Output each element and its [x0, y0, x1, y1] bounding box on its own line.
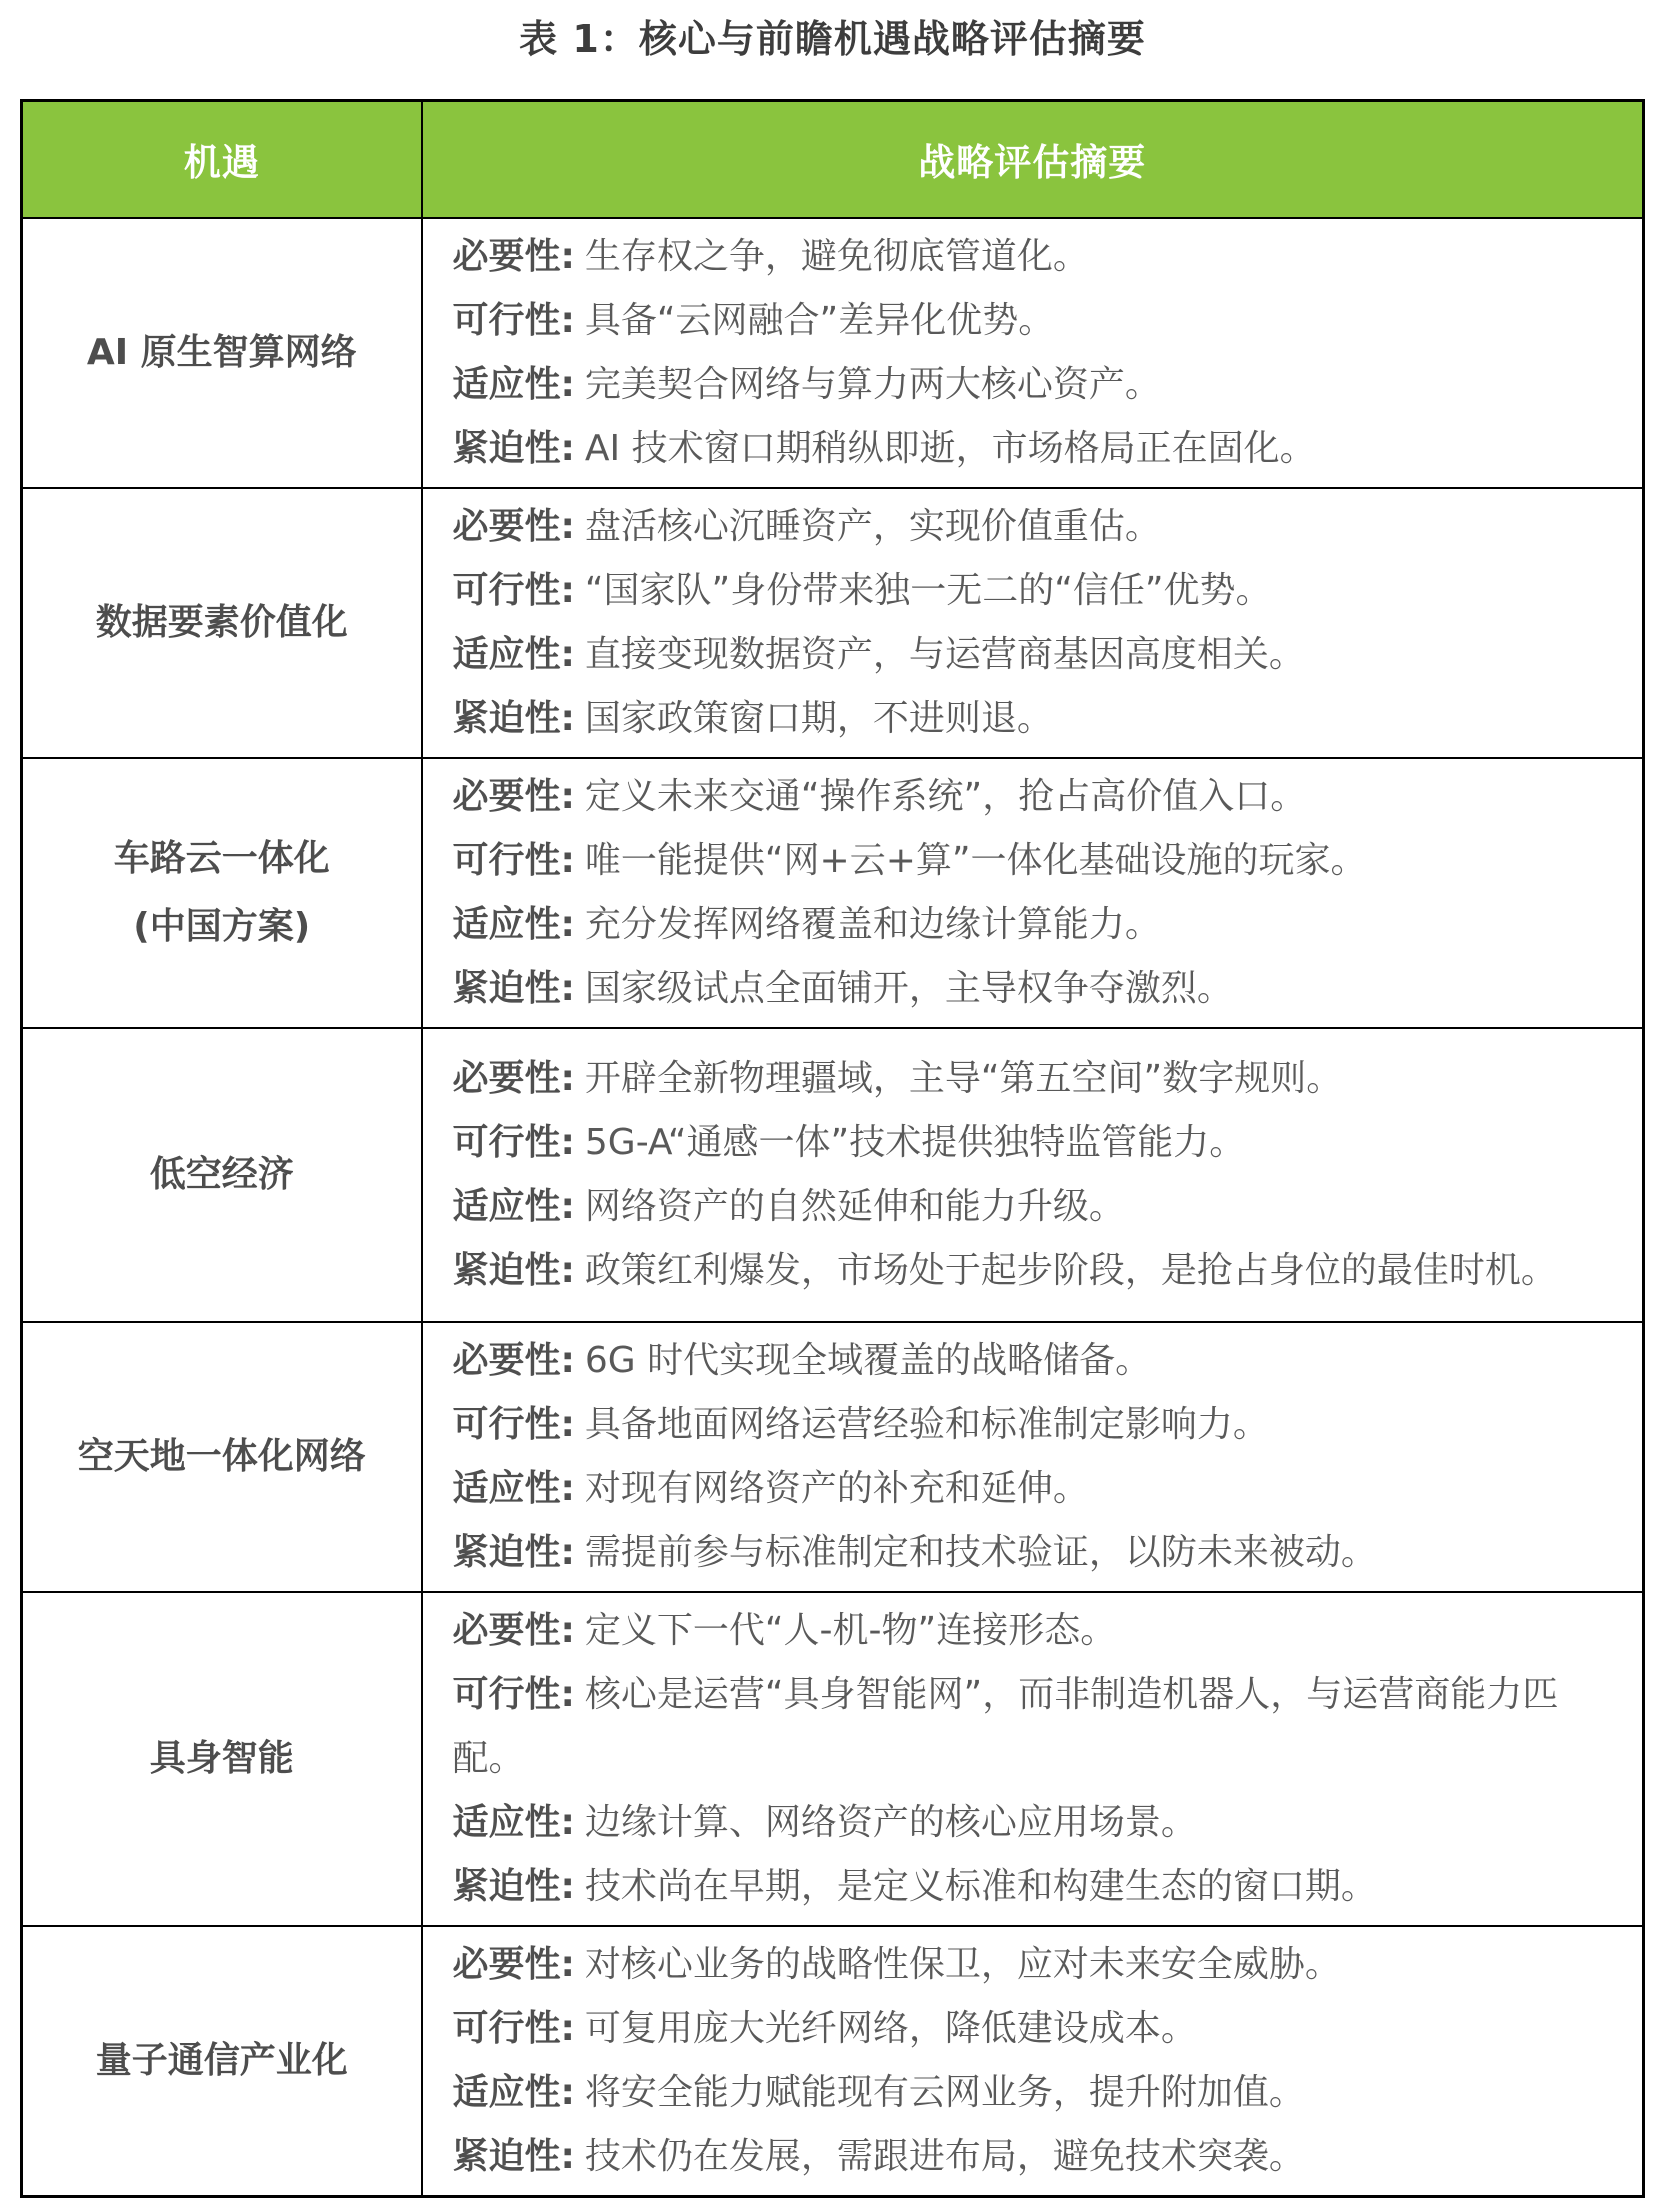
assessment-label: 必要性: [452, 505, 575, 547]
table-row [22, 1028, 1644, 1322]
assessment-label: 可行性: [452, 569, 575, 611]
assessment-label: 可行性: [452, 1121, 575, 1163]
assessment-label: 紧迫性: [452, 967, 575, 1009]
assessment-line [453, 1521, 1623, 1585]
assessment-line [453, 1855, 1623, 1919]
assessment-label: 适应性: [452, 1801, 575, 1843]
table-row [22, 758, 1644, 1028]
assessment-text: 国家政策窗口期，不进则退。 [584, 697, 1053, 739]
header-opportunity: 机遇 [22, 101, 422, 218]
assessment-text: 边缘计算、网络资产的核心应用场景。 [584, 1801, 1197, 1843]
assessment-line [453, 957, 1623, 1021]
assessment-cell [422, 218, 1644, 488]
assessment-text: 网络资产的自然延伸和能力升级。 [584, 1185, 1125, 1227]
assessment-label: 适应性: [452, 633, 575, 675]
assessment-text: 盘活核心沉睡资产，实现价值重估。 [584, 505, 1161, 547]
assessment-line [453, 1239, 1623, 1303]
opportunity-cell [22, 1926, 422, 2197]
assessment-line [453, 353, 1623, 417]
assessment-label: 必要性: [452, 1057, 575, 1099]
assessment-label: 必要性: [452, 1339, 575, 1381]
assessment-line [453, 1663, 1623, 1791]
assessment-text: 直接变现数据资产，与运营商基因高度相关。 [584, 633, 1305, 675]
assessment-cell [422, 1322, 1644, 1592]
assessment-text: 将安全能力赋能现有云网业务，提升附加值。 [584, 2071, 1305, 2113]
assessment-text: 技术仍在发展，需跟进布局，避免技术突袭。 [584, 2135, 1305, 2177]
assessment-text: 核心是运营“具身智能网”，而非制造机器人，与运营商能力匹配。 [452, 1673, 1559, 1779]
assessment-text: 6G 时代实现全域覆盖的战略储备。 [584, 1339, 1152, 1381]
assessment-label: 适应性: [452, 1467, 575, 1509]
assessment-text: 对核心业务的战略性保卫，应对未来安全威胁。 [584, 1943, 1341, 1985]
assessment-label: 紧迫性: [452, 1865, 575, 1907]
assessment-label: 紧迫性: [452, 1249, 575, 1291]
assessment-text: 具备“云网融合”差异化优势。 [584, 299, 1055, 341]
assessment-label: 可行性: [452, 1403, 575, 1445]
assessment-cell [422, 1592, 1644, 1926]
opportunity-name: AI 原生智算网络 [86, 331, 357, 373]
header-row [22, 101, 1644, 218]
assessment-line [453, 1933, 1623, 1997]
table-header [22, 101, 1644, 218]
assessment-text: 对现有网络资产的补充和延伸。 [584, 1467, 1089, 1509]
assessment-text: 5G-A“通感一体”技术提供独特监管能力。 [584, 1121, 1246, 1163]
opportunity-name: 空天地一体化网络 [77, 1435, 366, 1477]
assessment-line [453, 559, 1623, 623]
assessment-label: 适应性: [452, 903, 575, 945]
assessment-line [453, 289, 1623, 353]
assessment-label: 必要性: [452, 235, 575, 277]
assessment-text: 开辟全新物理疆域，主导“第五空间”数字规则。 [584, 1057, 1343, 1099]
assessment-cell [422, 488, 1644, 758]
assessment-line [453, 893, 1623, 957]
opportunity-cell [22, 1322, 422, 1592]
assessment-text: 唯一能提供“网+云+算”一体化基础设施的玩家。 [584, 839, 1367, 881]
assessment-line [453, 829, 1623, 893]
header-assessment: 战略评估摘要 [422, 101, 1644, 218]
assessment-text: 可复用庞大光纤网络，降低建设成本。 [584, 2007, 1197, 2049]
assessment-text: 国家级试点全面铺开，主导权争夺激烈。 [584, 967, 1233, 1009]
assessment-line [453, 687, 1623, 751]
opportunity-cell [22, 758, 422, 1028]
assessment-text: 生存权之争，避免彻底管道化。 [584, 235, 1089, 277]
assessment-line [453, 1175, 1623, 1239]
opportunity-name: 数据要素价值化 [95, 601, 348, 643]
assessment-text: 需提前参与标准制定和技术验证，以防未来被动。 [584, 1531, 1377, 1573]
assessment-label: 可行性: [452, 839, 575, 881]
opportunity-name: 低空经济 [149, 1153, 294, 1195]
table-row [22, 218, 1644, 488]
table-row [22, 488, 1644, 758]
assessment-line [453, 1393, 1623, 1457]
opportunity-cell [22, 488, 422, 758]
opportunity-name: 量子通信产业化 [95, 2039, 348, 2081]
assessment-text: 政策红利爆发，市场处于起步阶段，是抢占身位的最佳时机。 [584, 1249, 1557, 1291]
assessment-line [453, 225, 1623, 289]
assessment-line [453, 765, 1623, 829]
assessment-line [453, 1329, 1623, 1393]
assessment-text: 完美契合网络与算力两大核心资产。 [584, 363, 1161, 405]
assessment-label: 必要性: [452, 1609, 575, 1651]
assessment-label: 适应性: [452, 363, 575, 405]
assessment-label: 可行性: [452, 2007, 575, 2049]
opportunity-name: 车路云一体化 [113, 837, 330, 879]
assessment-line [453, 495, 1623, 559]
assessment-line [453, 1111, 1623, 1175]
opportunity-cell [22, 218, 422, 488]
assessment-text: “国家队”身份带来独一无二的“信任”优势。 [584, 569, 1272, 611]
assessment-label: 可行性: [452, 1673, 575, 1715]
assessment-table [20, 99, 1645, 2198]
assessment-cell [422, 758, 1644, 1028]
assessment-line [453, 1997, 1623, 2061]
assessment-text: 具备地面网络运营经验和标准制定影响力。 [584, 1403, 1269, 1445]
assessment-label: 紧迫性: [452, 697, 575, 739]
assessment-cell [422, 1028, 1644, 1322]
assessment-line [453, 1791, 1623, 1855]
assessment-line [453, 417, 1623, 481]
assessment-text: 定义未来交通“操作系统”，抢占高价值入口。 [584, 775, 1307, 817]
assessment-label: 必要性: [452, 775, 575, 817]
assessment-label: 必要性: [452, 1943, 575, 1985]
assessment-text: 定义下一代“人-机-物”连接形态。 [584, 1609, 1117, 1651]
assessment-line [453, 1457, 1623, 1521]
table-row [22, 1322, 1644, 1592]
assessment-label: 适应性: [452, 2071, 575, 2113]
assessment-line [453, 623, 1623, 687]
opportunity-cell [22, 1028, 422, 1322]
table-body [22, 218, 1644, 2197]
assessment-label: 适应性: [452, 1185, 575, 1227]
assessment-text: AI 技术窗口期稍纵即逝，市场格局正在固化。 [584, 427, 1316, 469]
assessment-line [453, 1047, 1623, 1111]
table-title: 表 1：核心与前瞻机遇战略评估摘要 [519, 17, 1146, 61]
assessment-cell [422, 1926, 1644, 2197]
assessment-line [453, 2061, 1623, 2125]
assessment-label: 紧迫性: [452, 2135, 575, 2177]
assessment-label: 可行性: [452, 299, 575, 341]
opportunity-name: (中国方案) [133, 905, 311, 947]
assessment-line [453, 2125, 1623, 2189]
assessment-label: 紧迫性: [452, 1531, 575, 1573]
table-row [22, 1926, 1644, 2197]
opportunity-name: 具身智能 [149, 1737, 294, 1779]
assessment-label: 紧迫性: [452, 427, 575, 469]
assessment-text: 技术尚在早期，是定义标准和构建生态的窗口期。 [584, 1865, 1377, 1907]
table-row [22, 1592, 1644, 1926]
assessment-line [453, 1599, 1623, 1663]
opportunity-cell [22, 1592, 422, 1926]
assessment-text: 充分发挥网络覆盖和边缘计算能力。 [584, 903, 1161, 945]
